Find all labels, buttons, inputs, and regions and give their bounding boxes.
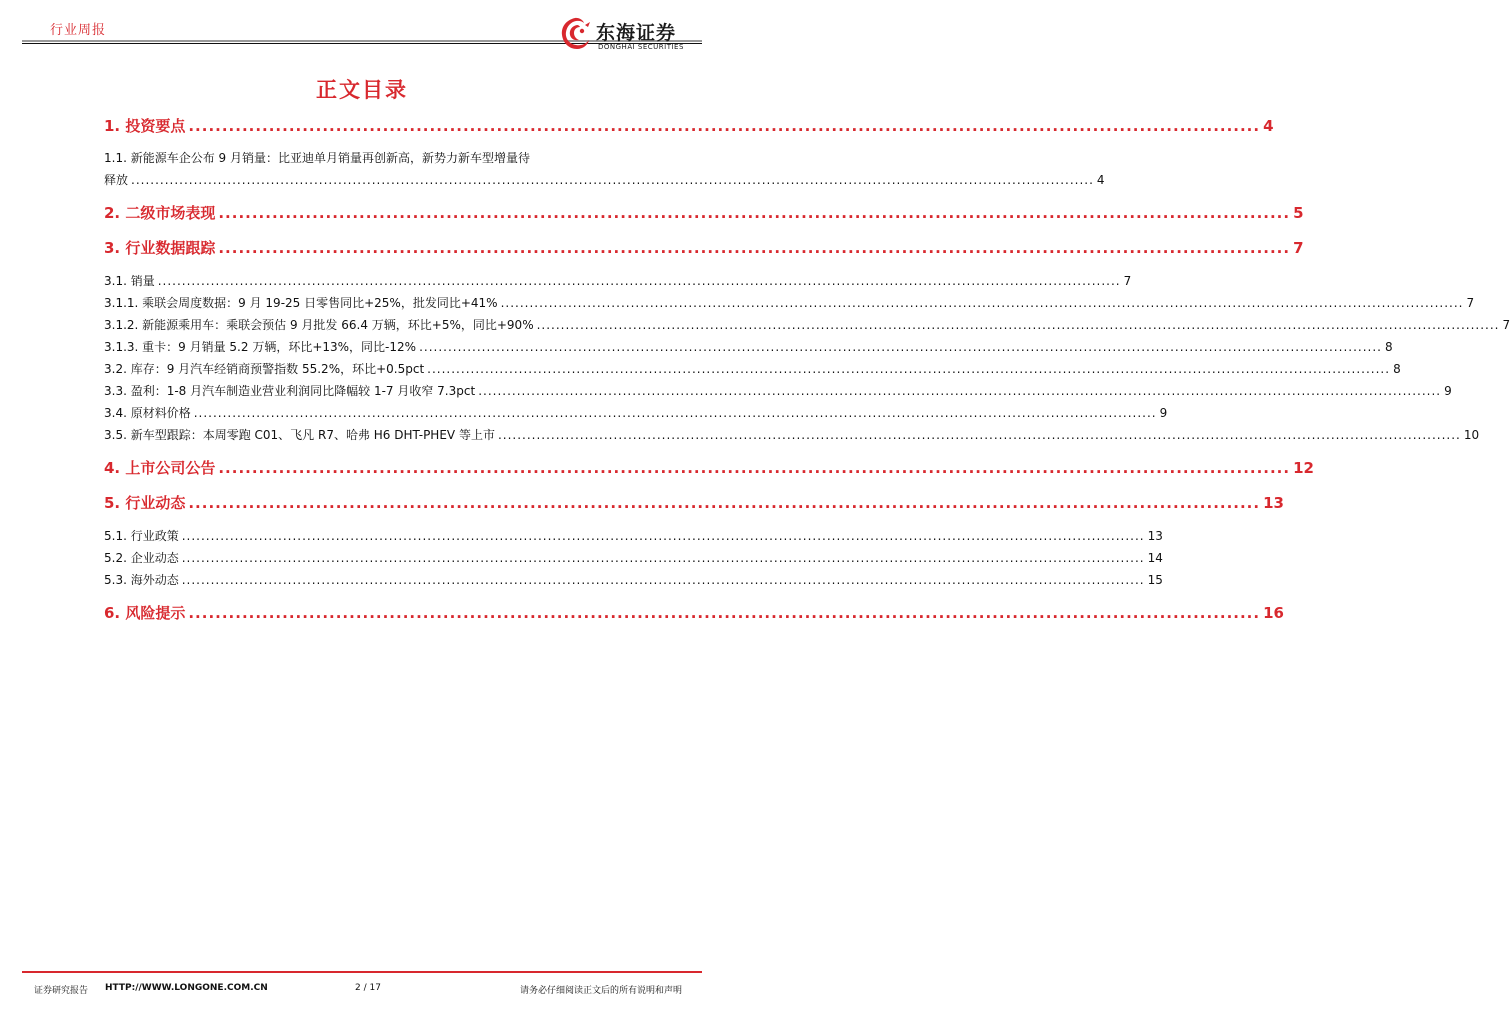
toc-page-number: 4 [1263, 117, 1274, 135]
toc-entry-text: 5.1. 行业政策 [104, 529, 179, 543]
toc-entry-1[interactable] [104, 115, 1274, 136]
toc-page-number: 14 [1147, 551, 1163, 565]
toc-leader: ................................................................................................................................................................ [218, 459, 1291, 477]
toc-leader: ........................................................................................................................................................................................................ [478, 384, 1442, 398]
toc-entry-text: 3.5. 新车型跟踪：本周零跑 C01、飞凡 R7、哈弗 H6 DHT-PHEV 等上市 [104, 428, 495, 442]
toc-page-number: 7 [1123, 274, 1132, 288]
toc-entry-text: 4. 上市公司公告 [104, 459, 216, 477]
footer-doc-type: 证券研究报告 [34, 986, 89, 996]
toc-page-number: 7 [1502, 318, 1510, 332]
toc-entry-4[interactable] [104, 457, 1314, 478]
toc-page-number: 8 [1393, 362, 1401, 376]
toc-page-number: 13 [1263, 494, 1284, 512]
toc-page-number: 12 [1293, 459, 1314, 477]
toc-leader: ........................................................................................................................................................................................................ [500, 296, 1464, 310]
toc-entry-text: 3.2. 库存：9 月汽车经销商预警指数 55.2%，环比+0.5pct [104, 362, 425, 376]
toc-entry-3-1-3[interactable] [104, 338, 1393, 355]
toc-leader: ........................................................................................................................................................................................................ [427, 362, 1391, 376]
report-type-label: 行业周报 [50, 23, 107, 38]
toc-page-number: 15 [1147, 573, 1163, 587]
toc-entry-3-4[interactable] [104, 404, 1168, 421]
toc-entry-5-2[interactable] [104, 549, 1163, 566]
toc-entry-3-2[interactable] [104, 360, 1401, 377]
toc-entry-2[interactable] [104, 202, 1304, 223]
toc-entry-text: 1.1. 新能源车企公布 9 月销量：比亚迪单月销量再创新高，新势力新车型增量待 [104, 151, 530, 165]
toc-leader: ........................................................................................................................................................................................................ [419, 340, 1382, 354]
toc-leader: ........................................................................................................................................................................................................ [181, 551, 1145, 565]
company-logo [558, 16, 708, 56]
toc-entry-text: 5.3. 海外动态 [104, 573, 179, 587]
toc-entry-text: 3. 行业数据跟踪 [104, 239, 216, 257]
toc-page-number: 4 [1096, 173, 1105, 187]
toc-leader: ................................................................................................................................................................ [188, 117, 1261, 135]
toc-page-number: 9 [1159, 406, 1168, 420]
toc-entry-text: 5.2. 企业动态 [104, 551, 179, 565]
toc-leader: ........................................................................................................................................................................................................ [181, 573, 1145, 587]
toc-page-number: 7 [1466, 296, 1475, 310]
toc-leader: ................................................................................................................................................................ [188, 604, 1261, 622]
toc-entry-text: 1. 投资要点 [104, 117, 186, 135]
dragon-logo-icon [558, 16, 592, 52]
toc-leader: ........................................................................................................................................................................................................ [193, 406, 1157, 420]
footer-disclaimer: 请务必仔细阅读正文后的所有说明和声明 [520, 986, 683, 996]
toc-entry-3-1-1[interactable] [104, 294, 1475, 311]
toc-entry-text: 2. 二级市场表现 [104, 204, 216, 222]
company-name-en: DONGHAI SECURITIES [598, 43, 684, 51]
toc-entry-text: 3.1.2. 新能源乘用车：乘联会预估 9 月批发 66.4 万辆，环比+5%，同比+90% [104, 318, 534, 332]
footer-divider [22, 971, 702, 973]
toc-entry-text: 3.1.1. 乘联会周度数据：9 月 19-25 日零售同比+25%，批发同比+41% [104, 296, 498, 310]
toc-leader: ........................................................................................................................................................................................................ [181, 529, 1145, 543]
toc-leader: ........................................................................................................................................................................................................ [497, 428, 1461, 442]
toc-entry-5-3[interactable] [104, 571, 1163, 588]
toc-entry-3-5[interactable] [104, 426, 1480, 443]
toc-entry-1-1[interactable] [104, 147, 1105, 191]
toc-entry-text: 6. 风险提示 [104, 604, 186, 622]
toc-leader: ........................................................................................................................................................................................................ [536, 318, 1500, 332]
toc-page-number: 13 [1147, 529, 1163, 543]
toc-page-number: 5 [1293, 204, 1304, 222]
footer-website-link[interactable]: HTTP://WWW.LONGONE.COM.CN [105, 983, 268, 993]
toc-leader: ........................................................................................................................................................................................................ [131, 173, 1094, 187]
toc-page-number: 7 [1293, 239, 1304, 257]
toc-entry-text: 3.1. 销量 [104, 274, 155, 288]
toc-entry-3-1-2[interactable] [104, 316, 1510, 333]
toc-title: 正文目录 [316, 78, 408, 102]
toc-entry-5[interactable] [104, 492, 1284, 513]
toc-entry-text-continued: 释放 [104, 173, 129, 187]
toc-entry-5-1[interactable] [104, 527, 1163, 544]
toc-entry-text: 3.3. 盈利：1-8 月汽车制造业营业利润同比降幅较 1-7 月收窄 7.3pct [104, 384, 476, 398]
toc-page-number: 8 [1384, 340, 1393, 354]
toc-entry-text: 5. 行业动态 [104, 494, 186, 512]
toc-leader: ................................................................................................................................................................ [218, 239, 1291, 257]
toc-entry-text: 3.1.3. 重卡：9 月销量 5.2 万辆，环比+13%，同比-12% [104, 340, 417, 354]
footer-page-number: 2 / 17 [355, 983, 381, 993]
toc-leader: ................................................................................................................................................................ [188, 494, 1261, 512]
toc-leader: ........................................................................................................................................................................................................ [157, 274, 1121, 288]
toc-page-number: 10 [1463, 428, 1480, 442]
toc-entry-3-1[interactable] [104, 272, 1132, 289]
toc-entry-3-3[interactable] [104, 382, 1452, 399]
toc-page-number: 16 [1263, 604, 1284, 622]
company-name-cn: 东海证券 [596, 22, 677, 44]
toc-entry-6[interactable] [104, 602, 1284, 623]
toc-entry-text: 3.4. 原材料价格 [104, 406, 191, 420]
toc-leader: ................................................................................................................................................................ [218, 204, 1291, 222]
toc-entry-3[interactable] [104, 237, 1304, 258]
toc-page-number: 9 [1444, 384, 1452, 398]
